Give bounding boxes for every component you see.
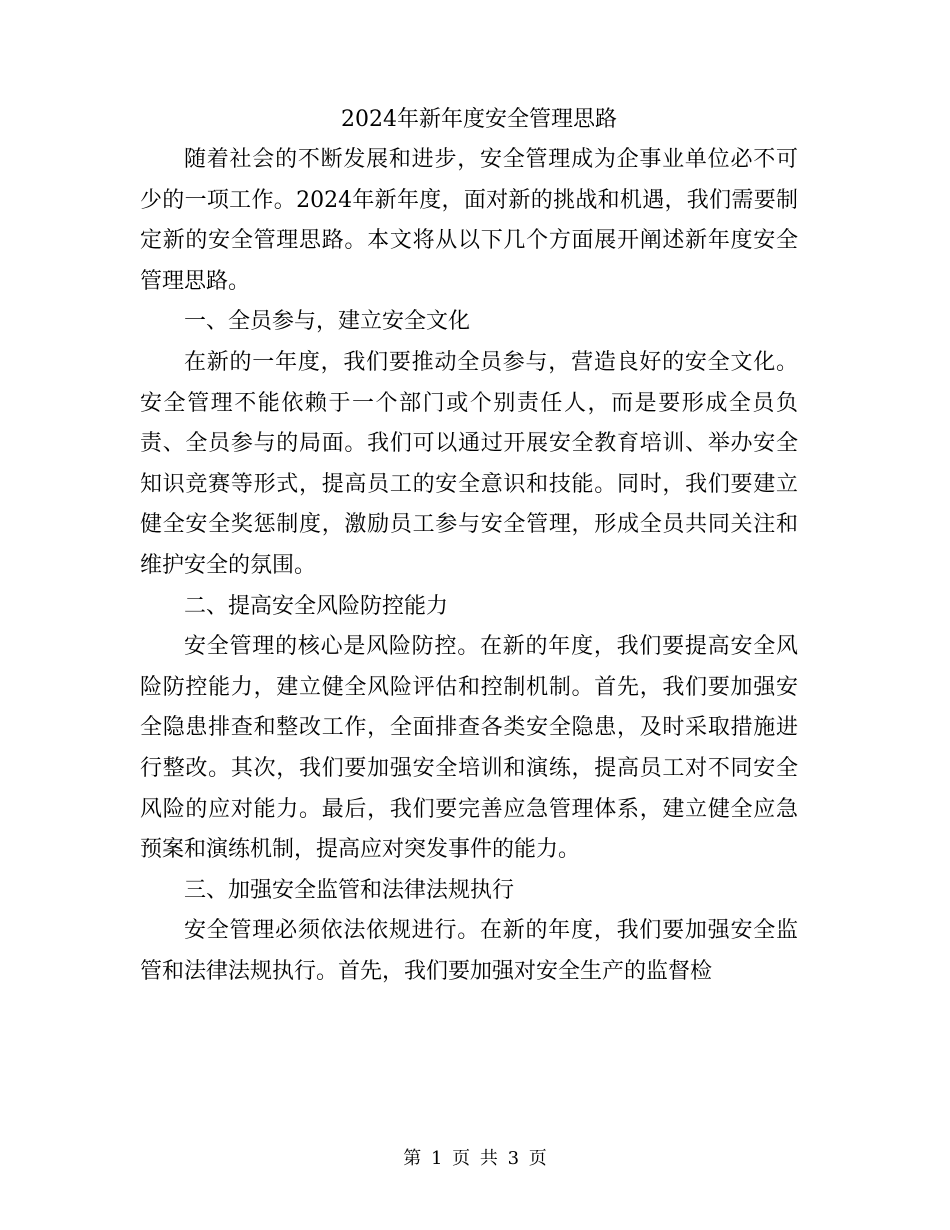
document-title: 2024年新年度安全管理思路 — [341, 107, 617, 132]
document-body — [140, 100, 798, 992]
section-body-2: 安全管理的核心是风险防控。在新的年度，我们要提高安全风险防控能力，建立健全风险评估和控制机制。首先，我们要加强安全隐患排查和整改工作，全面排查各类安全隐患，及时采取措施进行整改。其次，我们要加强安全培训和演练，提高员工对不同安全风险的应对能力。最后，我们要完善应急管理体系，建立健全应急预案和演练机制，提高应对突发事件的能力。 — [140, 634, 798, 863]
section-body-3: 安全管理必须依法依规进行。在新的年度，我们要加强安全监管和法律法规执行。首先，我们要加强对安全生产的监督检 — [140, 918, 798, 984]
section-heading-3: 三、加强安全监管和法律法规执行 — [184, 877, 515, 903]
page-number-footer: 第 1 页 共 3 页 — [403, 1148, 547, 1169]
section-body-1: 在新的一年度，我们要推动全员参与，营造良好的安全文化。安全管理不能依赖于一个部门或个别责任人，而是要形成全员负责、全员参与的局面。我们可以通过开展安全教育培训、举办安全知识竞赛等形式，提高员工的安全意识和技能。同时，我们要建立健全安全奖惩制度，激励员工参与安全管理，形成全员共同关注和维护安全的氛围。 — [140, 349, 798, 578]
intro-paragraph: 随着社会的不断发展和进步，安全管理成为企事业单位必不可少的一项工作。2024年新年度，面对新的挑战和机遇，我们需要制定新的安全管理思路。本文将从以下几个方面展开阐述新年度安全管理思路。 — [140, 147, 798, 294]
section-heading-1: 一、全员参与，建立安全文化 — [184, 309, 471, 335]
section-heading-2: 二、提高安全风险防控能力 — [184, 593, 449, 619]
